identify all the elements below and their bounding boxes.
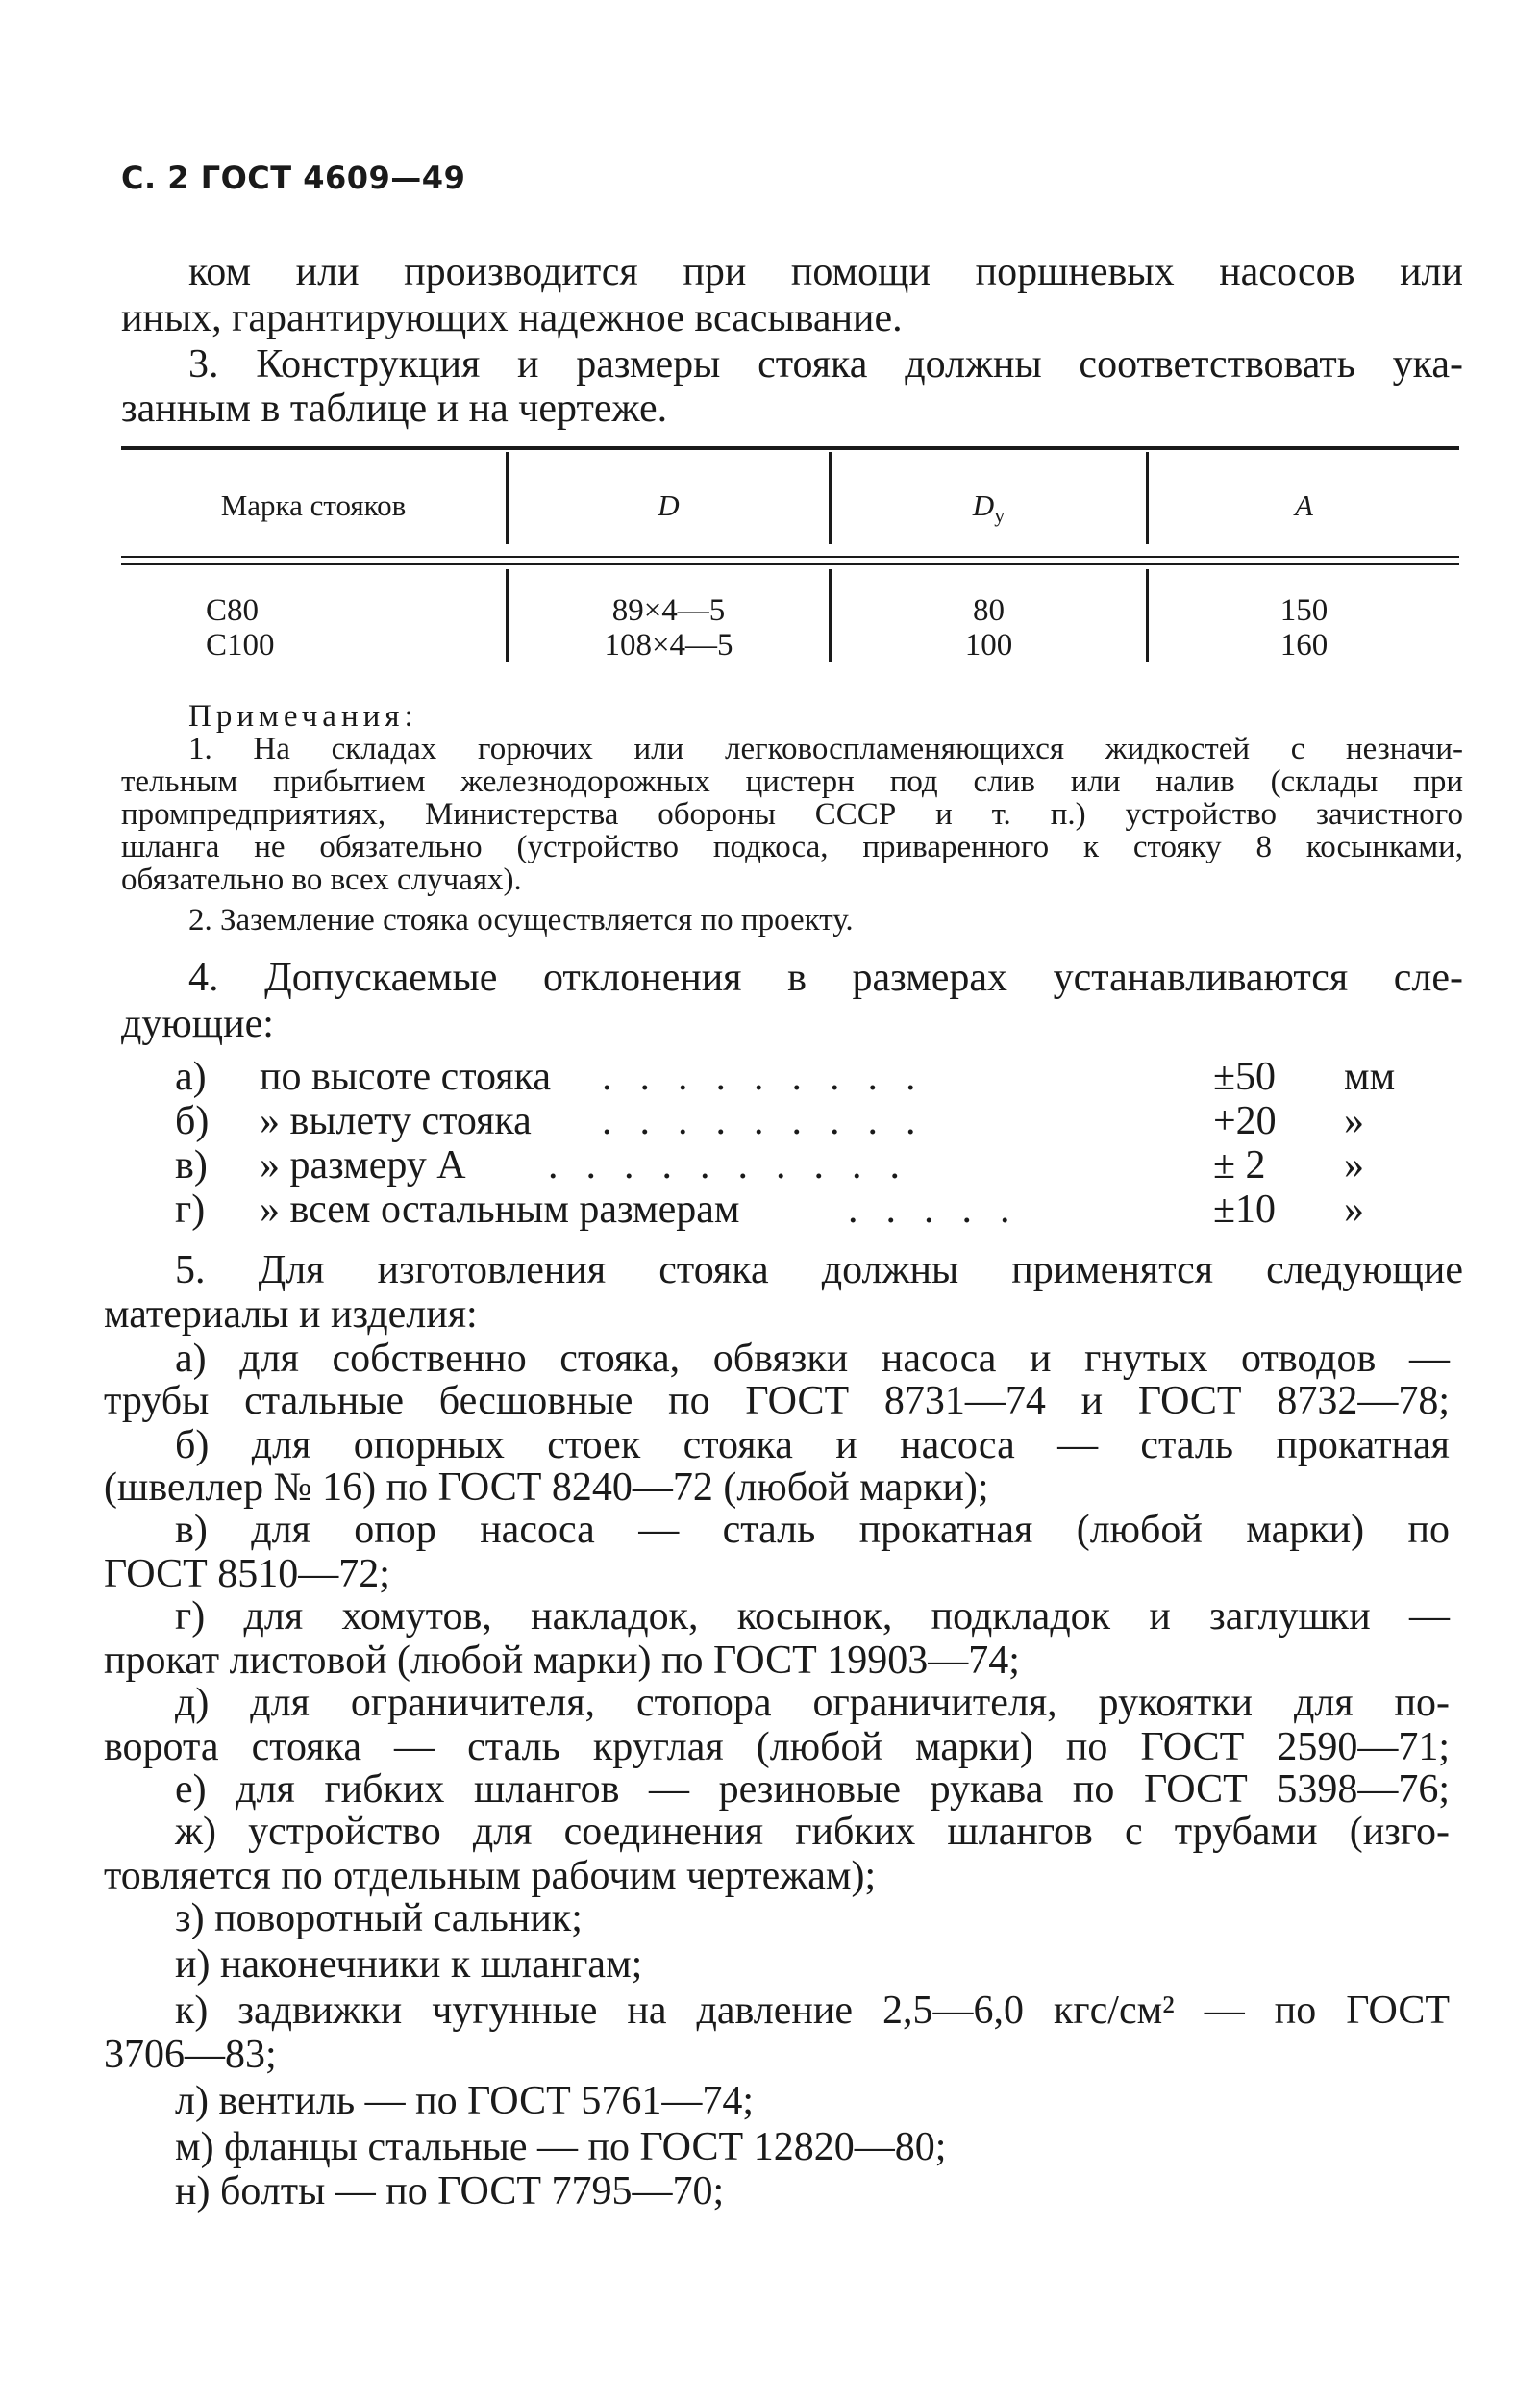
table-row-1-d: 89×4—5 xyxy=(611,593,726,628)
tolerance-unit: мм xyxy=(1344,1055,1396,1099)
tolerance-label: а) xyxy=(175,1055,207,1099)
clause5-line: а) для собственно стояка, обвязки насоса и гнутых отводов — xyxy=(175,1337,1450,1381)
table-row-2-d: 108×4—5 xyxy=(604,628,733,663)
tolerance-text: по высоте стояка xyxy=(260,1055,551,1099)
clause5-line: г) для хомутов, накладок, косынок, подкладок и заглушки — xyxy=(175,1594,1450,1639)
note-line-5: обязательно во всех случаях). xyxy=(121,863,522,897)
clause5-line: л) вентиль — по ГОСТ 5761—74; xyxy=(175,2079,754,2123)
table-top-rule xyxy=(121,446,1459,450)
notes-title: Примечания: xyxy=(188,699,418,734)
clause4-line-1: 4. Допускаемые отклонения в размерах устанавливаются сле- xyxy=(188,956,1463,1000)
clause5-line: товляется по отдельным рабочим чертежам); xyxy=(104,1854,877,1898)
clause5-line: д) для ограничителя, стопора ограничителя, рукоятки для по- xyxy=(175,1681,1450,1725)
table-header-mark: Марка стояков xyxy=(220,488,407,522)
tolerance-label: г) xyxy=(175,1188,206,1232)
table-row-1-dy: 80 xyxy=(973,593,1005,628)
clause5-line: ГОСТ 8510—72; xyxy=(104,1552,390,1596)
table-row-1-mark: С80 xyxy=(206,593,260,628)
clause5-line: к) задвижки чугунные на давление 2,5—6,0 кгс/см² — по ГОСТ xyxy=(175,1989,1450,2033)
clause5-line: трубы стальные бесшовные по ГОСТ 8731—74 и ГОСТ 8732—78; xyxy=(104,1379,1450,1423)
tolerance-unit: » xyxy=(1344,1188,1364,1232)
page-header: С. 2 ГОСТ 4609—49 xyxy=(121,160,466,196)
intro-line-1: ком или производится при помощи поршневых насосов или xyxy=(188,250,1463,294)
table-header-dy-sub: у xyxy=(994,503,1006,528)
clause5-line: з) поворотный сальник; xyxy=(175,1896,583,1940)
clause5-line: (швеллер № 16) по ГОСТ 8240—72 (любой марки); xyxy=(104,1465,989,1510)
table-header-dy-main: D xyxy=(972,488,995,522)
clause5-line: в) для опор насоса — сталь прокатная (любой марки) по xyxy=(175,1508,1450,1552)
clause5-line: ж) устройство для соединения гибких шлангов с трубами (изго- xyxy=(175,1810,1450,1854)
table-header-rule-2 xyxy=(121,563,1459,565)
tolerance-text: » всем остальным размерам xyxy=(260,1188,740,1232)
note-line-1: 1. На складах горючих или легковоспламеняющихся жидкостей с незначи- xyxy=(188,732,1463,766)
intro-line-2: иных, гарантирующих надежное всасывание. xyxy=(121,296,903,340)
clause5-line: н) болты — по ГОСТ 7795—70; xyxy=(175,2169,725,2214)
clause5-line: 5. Для изготовления стояка должны применятся следующие xyxy=(175,1248,1463,1292)
note-line-2: тельным прибытием железнодорожных цистерн под слив или налив (склады при xyxy=(121,764,1463,799)
table-header-rule-1 xyxy=(121,556,1459,558)
clause3-line-1: 3. Конструкция и размеры стояка должны соответствовать ука- xyxy=(188,342,1463,387)
clause5-line: прокат листовой (любой марки) по ГОСТ 19903—74; xyxy=(104,1639,1020,1683)
note-line-6: 2. Заземление стояка осуществляется по проекту. xyxy=(188,903,854,938)
clause5-line: ворота стояка — сталь круглая (любой марки) по ГОСТ 2590—71; xyxy=(104,1725,1450,1769)
note-line-3: промпредприятиях, Министерства обороны СССР и т. п.) устройство зачистного xyxy=(121,797,1463,832)
tolerance-row: г) » всем остальным размерам ..... ±10 » xyxy=(175,1188,1364,1232)
tolerance-text: » размеру А xyxy=(260,1143,466,1188)
table-row-1-a: 150 xyxy=(1279,593,1329,628)
note-line-4: шланга не обязательно (устройство подкоса, приваренного к стояку 8 косынками, xyxy=(121,830,1463,864)
clause5-line: и) наконечники к шлангам; xyxy=(175,1942,643,1987)
tolerance-value: ±50 xyxy=(1213,1055,1277,1099)
clause5-line: м) фланцы стальные — по ГОСТ 12820—80; xyxy=(175,2125,947,2169)
tolerance-row: а) по высоте стояка ......... ±50 мм xyxy=(175,1055,1396,1099)
clause5-line: материалы и изделия: xyxy=(104,1292,478,1337)
tolerance-label: б) xyxy=(175,1099,210,1143)
table-row-2-dy: 100 xyxy=(964,628,1013,663)
tolerance-text: » вылету стояка xyxy=(260,1099,532,1143)
clause4-line-2: дующие: xyxy=(121,1002,274,1046)
tolerance-value: ± 2 xyxy=(1213,1143,1266,1188)
tolerance-label: в) xyxy=(175,1143,208,1188)
table-header-d: D xyxy=(658,488,680,522)
tolerance-unit: » xyxy=(1344,1099,1364,1143)
table-row-2-a: 160 xyxy=(1279,628,1329,663)
tolerance-row: в) » размеру А .......... ± 2 » xyxy=(175,1143,1364,1188)
table-header-dy xyxy=(832,488,1146,528)
clause5-line: б) для опорных стоек стояка и насоса — сталь прокатная xyxy=(175,1423,1450,1467)
table-header-a: A xyxy=(1295,488,1313,522)
table-row-2-mark: С100 xyxy=(206,628,275,663)
clause5-line: е) для гибких шлангов — резиновые рукава по ГОСТ 5398—76; xyxy=(175,1767,1450,1812)
tolerance-unit: » xyxy=(1344,1143,1364,1188)
tolerance-value: +20 xyxy=(1213,1099,1277,1143)
clause5-line: 3706—83; xyxy=(104,2033,277,2077)
tolerance-row: б) » вылету стояка ......... +20 » xyxy=(175,1099,1364,1143)
clause3-line-2: занным в таблице и на чертеже. xyxy=(121,387,668,431)
tolerance-value: ±10 xyxy=(1213,1188,1277,1232)
